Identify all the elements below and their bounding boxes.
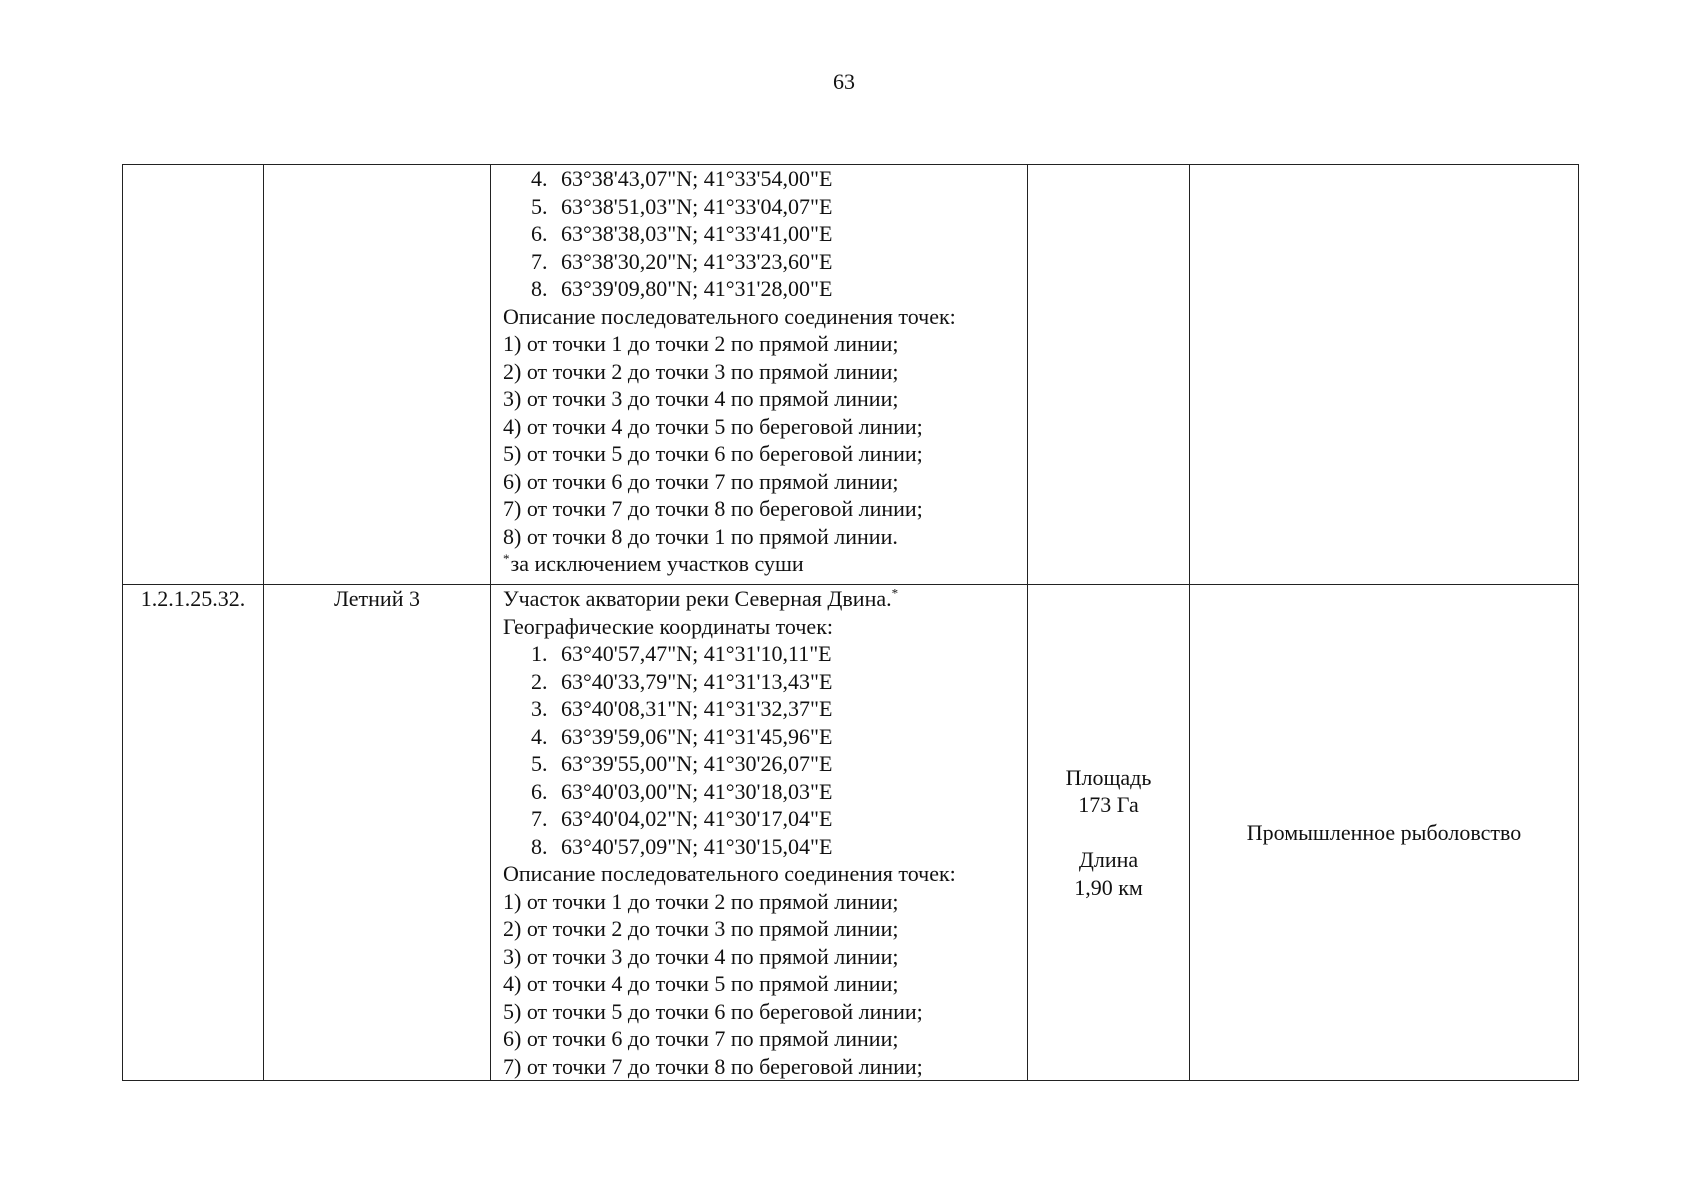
coordinate-item: 2. 63°40'33,79"N; 41°31'13,43"E <box>531 668 833 694</box>
row-number-cell: 1.2.1.25.32. <box>123 585 264 1081</box>
row-number-cell <box>123 165 264 585</box>
coordinate-item: 6. 63°38'38,03"N; 41°33'41,00"E <box>531 221 833 246</box>
row-description-cell <box>491 585 1028 1081</box>
connection-item: 8) от точки 8 до точки 1 по прямой линии. <box>503 523 898 549</box>
row-name-cell <box>264 165 491 585</box>
coordinate-item: 4. 63°39'59,06"N; 41°31'45,96"E <box>531 723 833 749</box>
row-size-cell <box>1028 585 1190 1081</box>
coordinates-heading: Географические координаты точек: <box>503 613 833 639</box>
coordinate-item: 4. 63°38'43,07"N; 41°33'54,00"E <box>531 166 833 191</box>
row-name-cell: Летний 3 <box>264 585 491 1081</box>
area-value: 173 Га <box>1078 792 1139 818</box>
connection-item: 5) от точки 5 до точки 6 по береговой линии; <box>503 998 923 1024</box>
row-description-cell <box>491 165 1028 585</box>
connection-item: 2) от точки 2 до точки 3 по прямой линии; <box>503 916 899 941</box>
connection-item: 7) от точки 7 до точки 8 по береговой линии; <box>503 496 923 521</box>
connection-item: 6) от точки 6 до точки 7 по прямой линии; <box>503 468 899 494</box>
coordinate-item: 8. 63°39'09,80"N; 41°31'28,00"E <box>531 276 833 301</box>
coordinate-item: 6. 63°40'03,00"N; 41°30'18,03"E <box>531 778 833 804</box>
coordinate-item: 5. 63°39'55,00"N; 41°30'26,07"E <box>531 751 833 776</box>
connection-item: 4) от точки 4 до точки 5 по береговой линии; <box>503 413 923 439</box>
table-row <box>123 165 1579 585</box>
length-label: Длина <box>1078 847 1139 873</box>
table-row <box>123 585 1579 1081</box>
row-use-cell <box>1190 165 1579 585</box>
fishing-areas-table <box>122 164 1579 1081</box>
length-value: 1,90 км <box>1074 874 1143 900</box>
connection-item: 3) от точки 3 до точки 4 по прямой линии; <box>503 386 899 411</box>
connection-item: 7) от точки 7 до точки 8 по береговой линии; <box>503 1053 923 1079</box>
connection-item: 2) от точки 2 до точки 3 по прямой линии; <box>503 358 899 384</box>
coordinate-item: 7. 63°38'30,20"N; 41°33'23,60"E <box>531 248 833 274</box>
coordinate-item: 1. 63°40'57,47"N; 41°31'10,11"E <box>531 641 832 666</box>
connection-item: 5) от точки 5 до точки 6 по береговой линии; <box>503 441 923 466</box>
page-number: 63 <box>833 69 855 94</box>
connection-item: 1) от точки 1 до точки 2 по прямой линии; <box>503 888 899 914</box>
coordinate-item: 7. 63°40'04,02"N; 41°30'17,04"E <box>531 806 833 831</box>
connection-heading: Описание последовательного соединения точек: <box>503 861 956 886</box>
connection-item: 1) от точки 1 до точки 2 по прямой линии; <box>503 331 899 356</box>
connection-item: 6) от точки 6 до точки 7 по прямой линии; <box>503 1026 899 1051</box>
row-size-cell <box>1028 165 1190 585</box>
area-label: Площадь <box>1065 764 1152 790</box>
coordinate-item: 3. 63°40'08,31"N; 41°31'32,37"E <box>531 696 833 721</box>
connection-item: 3) от точки 3 до точки 4 по прямой линии; <box>503 943 899 969</box>
row-use-cell: Промышленное рыболовство <box>1190 585 1579 1081</box>
connection-item: 4) от точки 4 до точки 5 по прямой линии; <box>503 971 899 996</box>
connection-heading: Описание последовательного соединения точек: <box>503 303 956 329</box>
footnote: *за исключением участков суши <box>503 550 804 576</box>
area-title: Участок акватории реки Северная Двина.* <box>503 585 899 611</box>
coordinate-item: 8. 63°40'57,09"N; 41°30'15,04"E <box>531 833 833 859</box>
coordinate-item: 5. 63°38'51,03"N; 41°33'04,07"E <box>531 193 833 219</box>
